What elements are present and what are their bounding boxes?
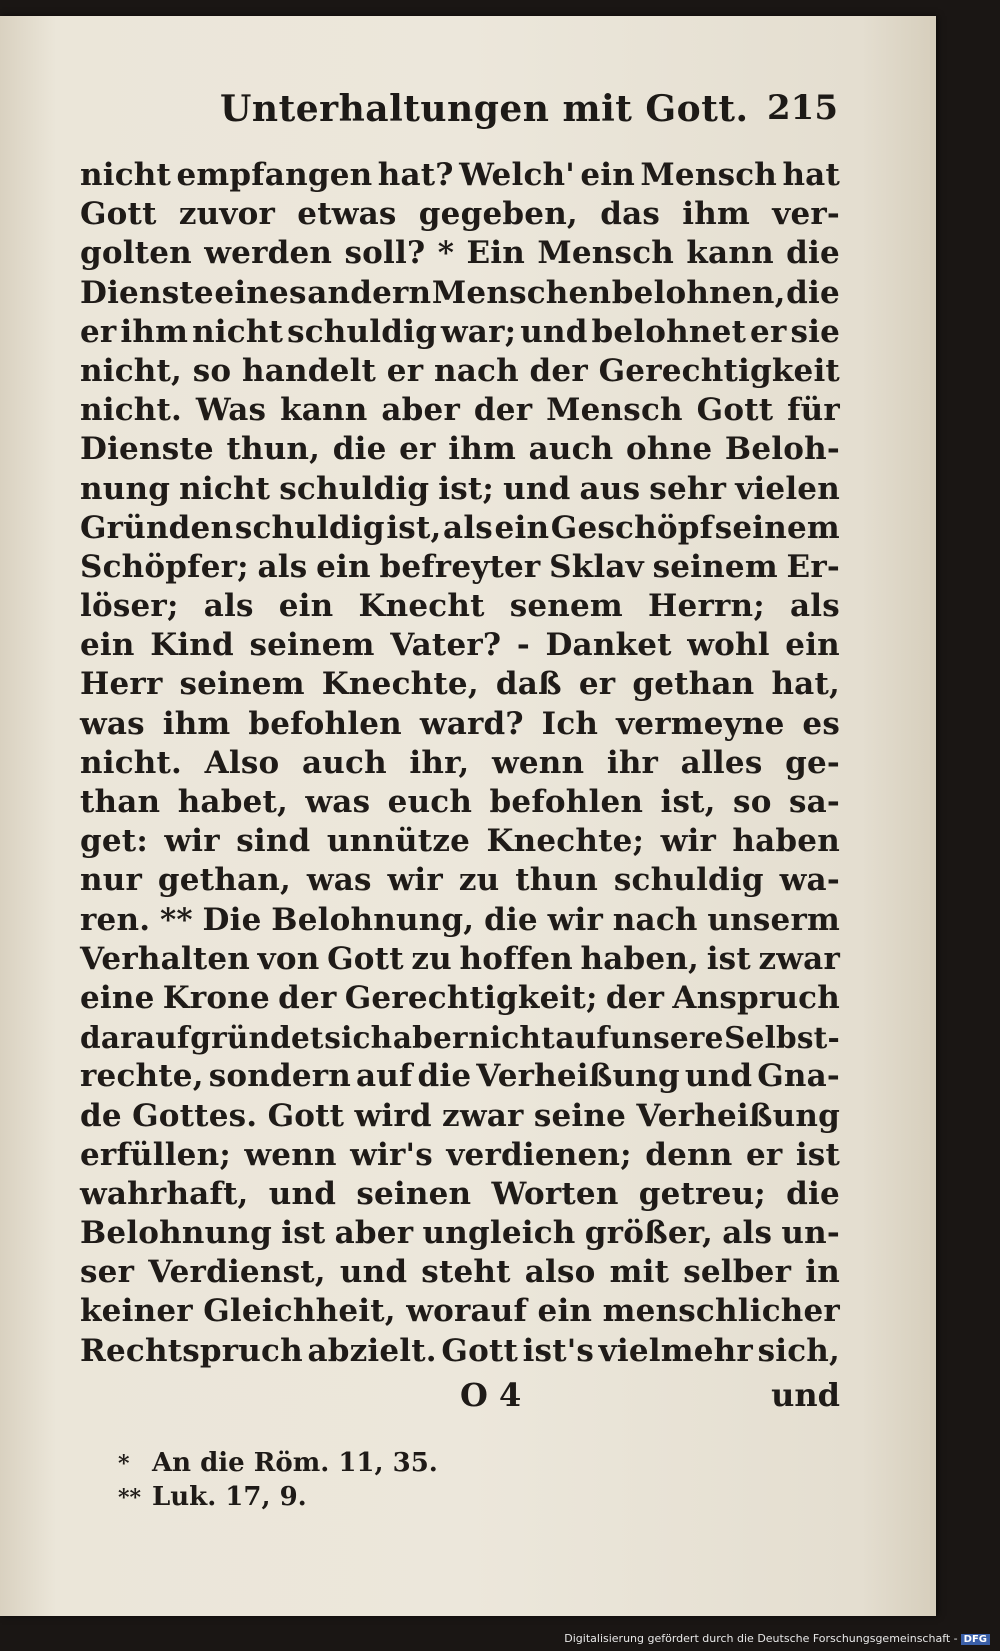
text-line: ein Kind seinem Vater? - Danket wohl ein: [80, 627, 840, 664]
text-line: keiner Gleichheit, worauf ein menschlicher: [80, 1293, 840, 1330]
book-page: [0, 16, 936, 1616]
text-line: nicht. Was kann aber der Mensch Gott für: [80, 392, 840, 429]
text-line: wahrhaft, und seinen Worten getreu; die: [80, 1175, 840, 1212]
text-line: Belohnung ist aber ungleich größer, als un-: [80, 1215, 840, 1252]
text-line: darauf gründet sich aber nicht auf unsere Selbst-: [80, 1020, 840, 1056]
text-line: nung nicht schuldig ist; und aus sehr vielen: [80, 470, 840, 507]
signature-mark: O 4: [460, 1376, 522, 1414]
catchword: und: [771, 1376, 840, 1414]
footnotes: [118, 1446, 718, 1514]
text-line: Verhalten von Gott zu hoffen haben, ist zwar: [80, 940, 840, 977]
text-line: golten werden soll? * Ein Mensch kann die: [80, 235, 840, 272]
footnote-mark: **: [118, 1485, 142, 1511]
running-head: [80, 88, 850, 138]
signature-row: [80, 1376, 840, 1416]
footnote: [118, 1446, 718, 1480]
text-line: Dienste thun, die er ihm auch ohne Beloh-: [80, 431, 840, 468]
text-line: er ihm nicht schuldig war; und belohnet er sie: [80, 313, 840, 350]
running-title: Unterhaltungen mit Gott.: [220, 88, 749, 130]
page-number: 215: [767, 88, 838, 128]
text-line: de Gottes. Gott wird zwar seine Verheißung: [80, 1097, 840, 1134]
credit-text: Digitalisierung gefördert durch die Deutsche Forschungsgemeinschaft -: [564, 1632, 958, 1645]
footnote-text: An die Röm. 11, 35.: [152, 1448, 438, 1478]
text-line: Schöpfer; als ein befreyter Sklav seinem Er-: [80, 548, 840, 585]
footnote-mark: *: [118, 1451, 130, 1477]
text-line: ser Verdienst, und steht also mit selber in: [80, 1254, 840, 1291]
footnote: [118, 1480, 718, 1514]
body-text: [80, 156, 840, 1371]
text-line: löser; als ein Knecht senem Herrn; als: [80, 588, 840, 625]
text-line: than habet, was euch befohlen ist, so sa-: [80, 784, 840, 820]
text-line: eine Krone der Gerechtigkeit; der Anspruch: [80, 979, 840, 1016]
text-line: get: wir sind unnütze Knechte; wir haben: [80, 823, 840, 860]
footnote-text: Luk. 17, 9.: [152, 1482, 307, 1512]
text-line: erfüllen; wenn wir's verdienen; denn er ist: [80, 1136, 840, 1173]
text-line: Herr seinem Knechte, daß er gethan hat,: [80, 666, 840, 703]
text-line: nicht empfangen hat? Welch' ein Mensch hat: [80, 157, 840, 193]
text-line: Dienste eines andern Menschen belohnen, die: [80, 274, 840, 311]
text-line: nur gethan, was wir zu thun schuldig wa-: [80, 862, 840, 899]
dfg-logo: DFG: [961, 1634, 990, 1645]
text-line: was ihm befohlen ward? Ich vermeyne es: [80, 705, 840, 742]
text-line: nicht. Also auch ihr, wenn ihr alles ge-: [80, 744, 840, 781]
text-line: Gründen schuldig ist, als ein Geschöpf seinem: [80, 509, 840, 546]
digitization-credit: [564, 1632, 990, 1645]
text-line: Rechtspruch abzielt. Gott ist's vielmehr sich,: [80, 1332, 840, 1369]
text-line: Gott zuvor etwas gegeben, das ihm ver-: [80, 196, 840, 233]
text-line: nicht, so handelt er nach der Gerechtigkeit: [80, 352, 840, 389]
text-line: rechte, sondern auf die Verheißung und Gna-: [80, 1058, 840, 1095]
text-line: ren. ** Die Belohnung, die wir nach unserm: [80, 901, 840, 938]
